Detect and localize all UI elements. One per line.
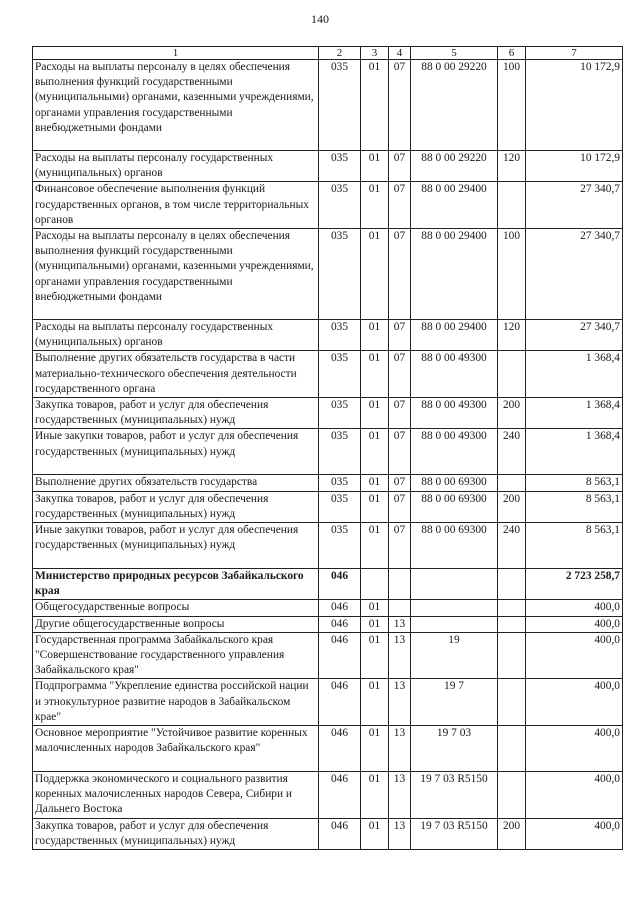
table-row — [33, 320, 623, 351]
row-name: Министерство природных ресурсов Забайкальского края — [33, 569, 319, 600]
ministry-code: 035 — [319, 151, 361, 182]
ministry-code: 035 — [319, 320, 361, 351]
amount: 2 723 258,7 — [526, 569, 623, 600]
subsection-code: 07 — [389, 60, 411, 151]
ministry-code: 035 — [319, 429, 361, 475]
header-cell-subsection: 4 — [389, 47, 411, 60]
section-code: 01 — [361, 229, 389, 320]
target-article: 88 0 00 69300 — [411, 523, 498, 569]
subsection-code: 07 — [389, 229, 411, 320]
table-row — [33, 229, 623, 320]
subsection-code: 07 — [389, 475, 411, 491]
target-article: 88 0 00 29400 — [411, 320, 498, 351]
amount: 27 340,7 — [526, 182, 623, 229]
subsection-code: 13 — [389, 726, 411, 772]
table-row — [33, 475, 623, 491]
section-code: 01 — [361, 398, 389, 429]
ministry-code: 035 — [319, 229, 361, 320]
subsection-code — [389, 569, 411, 600]
target-article: 88 0 00 29220 — [411, 151, 498, 182]
expense-type — [498, 600, 526, 616]
expense-type: 200 — [498, 491, 526, 522]
target-article: 19 7 03 R5150 — [411, 772, 498, 819]
amount: 10 172,9 — [526, 151, 623, 182]
ministry-code: 046 — [319, 569, 361, 600]
expense-type — [498, 569, 526, 600]
row-name: Закупка товаров, работ и услуг для обеспечения государственных (муниципальных) нужд — [33, 398, 319, 429]
expense-type — [498, 351, 526, 398]
ministry-code: 035 — [319, 491, 361, 522]
subsection-code: 13 — [389, 772, 411, 819]
target-article — [411, 616, 498, 632]
amount: 400,0 — [526, 772, 623, 819]
section-code: 01 — [361, 818, 389, 849]
row-name: Иные закупки товаров, работ и услуг для обеспечения государственных (муниципальных) нужд — [33, 523, 319, 569]
section-code: 01 — [361, 320, 389, 351]
target-article: 88 0 00 29400 — [411, 229, 498, 320]
section-code: 01 — [361, 679, 389, 726]
subsection-code: 13 — [389, 679, 411, 726]
row-name: Основное мероприятие "Устойчивое развитие коренных малочисленных народов Забайкальского края" — [33, 726, 319, 772]
section-code: 01 — [361, 616, 389, 632]
subsection-code: 13 — [389, 818, 411, 849]
ministry-code: 046 — [319, 818, 361, 849]
subsection-code: 07 — [389, 398, 411, 429]
subsection-code: 07 — [389, 491, 411, 522]
header-row — [33, 47, 623, 60]
target-article: 19 7 03 — [411, 726, 498, 772]
section-code: 01 — [361, 475, 389, 491]
table-row — [33, 151, 623, 182]
amount: 400,0 — [526, 679, 623, 726]
expense-type: 100 — [498, 229, 526, 320]
subsection-code: 07 — [389, 351, 411, 398]
target-article: 88 0 00 29400 — [411, 182, 498, 229]
page-number: 140 — [311, 12, 329, 26]
row-name: Финансовое обеспечение выполнения функций государственных органов, в том числе территориальных органов — [33, 182, 319, 229]
table-row — [33, 818, 623, 849]
ministry-code: 035 — [319, 523, 361, 569]
section-code: 01 — [361, 600, 389, 616]
subsection-code: 07 — [389, 429, 411, 475]
amount: 1 368,4 — [526, 398, 623, 429]
expense-type: 120 — [498, 151, 526, 182]
section-code: 01 — [361, 632, 389, 679]
ministry-code: 046 — [319, 600, 361, 616]
row-name: Расходы на выплаты персоналу в целях обеспечения выполнения функций государственными (муниципальными) органами, казенными учреждениями, органами управления государственными внебюджетными фондами — [33, 229, 319, 320]
table-row — [33, 398, 623, 429]
amount: 400,0 — [526, 632, 623, 679]
ministry-code: 046 — [319, 726, 361, 772]
header-cell-expense-type: 6 — [498, 47, 526, 60]
table-row — [33, 429, 623, 475]
expense-type — [498, 632, 526, 679]
row-name: Расходы на выплаты персоналу государственных (муниципальных) органов — [33, 320, 319, 351]
target-article — [411, 569, 498, 600]
subsection-code: 07 — [389, 151, 411, 182]
ministry-code: 035 — [319, 475, 361, 491]
table-row — [33, 491, 623, 522]
expense-type — [498, 772, 526, 819]
target-article: 88 0 00 49300 — [411, 429, 498, 475]
target-article: 88 0 00 69300 — [411, 475, 498, 491]
subsection-code: 07 — [389, 523, 411, 569]
amount: 400,0 — [526, 616, 623, 632]
header-cell-name: 1 — [33, 47, 319, 60]
expense-type: 240 — [498, 523, 526, 569]
ministry-code: 035 — [319, 351, 361, 398]
target-article: 19 7 03 R5150 — [411, 818, 498, 849]
expense-type — [498, 475, 526, 491]
subsection-code: 13 — [389, 616, 411, 632]
amount: 27 340,7 — [526, 320, 623, 351]
ministry-code: 046 — [319, 772, 361, 819]
expense-type — [498, 726, 526, 772]
target-article — [411, 600, 498, 616]
section-code: 01 — [361, 726, 389, 772]
row-name: Выполнение других обязательств государства — [33, 475, 319, 491]
section-code: 01 — [361, 151, 389, 182]
amount: 27 340,7 — [526, 229, 623, 320]
table-row — [33, 523, 623, 569]
amount: 400,0 — [526, 600, 623, 616]
table-row — [33, 351, 623, 398]
header-cell-amount: 7 — [526, 47, 623, 60]
target-article: 19 — [411, 632, 498, 679]
header-cell-section: 3 — [361, 47, 389, 60]
row-name: Поддержка экономического и социального развития коренных малочисленных народов Севера, Сибири и Дальнего Востока — [33, 772, 319, 819]
ministry-code: 035 — [319, 60, 361, 151]
section-code: 01 — [361, 351, 389, 398]
amount: 400,0 — [526, 726, 623, 772]
amount: 10 172,9 — [526, 60, 623, 151]
section-code: 01 — [361, 429, 389, 475]
row-name: Выполнение других обязательств государства в части материально-технического обеспечения деятельности государственного органа — [33, 351, 319, 398]
target-article: 88 0 00 49300 — [411, 398, 498, 429]
table-row — [33, 772, 623, 819]
ministry-code: 046 — [319, 679, 361, 726]
section-code: 01 — [361, 523, 389, 569]
expense-type — [498, 616, 526, 632]
target-article: 88 0 00 29220 — [411, 60, 498, 151]
amount: 400,0 — [526, 818, 623, 849]
row-name: Расходы на выплаты персоналу государственных (муниципальных) органов — [33, 151, 319, 182]
expense-type: 200 — [498, 398, 526, 429]
row-name: Иные закупки товаров, работ и услуг для обеспечения государственных (муниципальных) нужд — [33, 429, 319, 475]
row-name: Государственная программа Забайкальского края "Совершенствование государственного управления Забайкальского края" — [33, 632, 319, 679]
table-row — [33, 182, 623, 229]
section-code: 01 — [361, 60, 389, 151]
amount: 1 368,4 — [526, 429, 623, 475]
table-row — [33, 616, 623, 632]
section-code — [361, 569, 389, 600]
target-article: 88 0 00 49300 — [411, 351, 498, 398]
ministry-code: 035 — [319, 182, 361, 229]
table-row — [33, 600, 623, 616]
section-code: 01 — [361, 772, 389, 819]
amount: 8 563,1 — [526, 475, 623, 491]
subsection-code: 07 — [389, 182, 411, 229]
row-name: Подпрограмма "Укрепление единства российской нации и этнокультурное развитие народов в Забайкальском крае" — [33, 679, 319, 726]
table-row — [33, 679, 623, 726]
expense-type: 200 — [498, 818, 526, 849]
budget-table — [32, 46, 623, 850]
amount: 8 563,1 — [526, 491, 623, 522]
expense-type: 100 — [498, 60, 526, 151]
expense-type — [498, 182, 526, 229]
table-row — [33, 60, 623, 151]
table-row — [33, 726, 623, 772]
header-cell-ministry-code: 2 — [319, 47, 361, 60]
expense-type — [498, 679, 526, 726]
section-code: 01 — [361, 491, 389, 522]
row-name: Другие общегосударственные вопросы — [33, 616, 319, 632]
table-row — [33, 632, 623, 679]
row-name: Закупка товаров, работ и услуг для обеспечения государственных (муниципальных) нужд — [33, 818, 319, 849]
row-name: Расходы на выплаты персоналу в целях обеспечения выполнения функций государственными (муниципальными) органами, казенными учреждениями, органами управления государственными внебюджетными фондами — [33, 60, 319, 151]
section-code: 01 — [361, 182, 389, 229]
table-row — [33, 569, 623, 600]
expense-type: 120 — [498, 320, 526, 351]
target-article: 88 0 00 69300 — [411, 491, 498, 522]
expense-type: 240 — [498, 429, 526, 475]
target-article: 19 7 — [411, 679, 498, 726]
ministry-code: 046 — [319, 632, 361, 679]
ministry-code: 035 — [319, 398, 361, 429]
amount: 8 563,1 — [526, 523, 623, 569]
header-cell-target-article: 5 — [411, 47, 498, 60]
subsection-code: 13 — [389, 632, 411, 679]
subsection-code: 07 — [389, 320, 411, 351]
ministry-code: 046 — [319, 616, 361, 632]
subsection-code — [389, 600, 411, 616]
amount: 1 368,4 — [526, 351, 623, 398]
row-name: Общегосударственные вопросы — [33, 600, 319, 616]
row-name: Закупка товаров, работ и услуг для обеспечения государственных (муниципальных) нужд — [33, 491, 319, 522]
